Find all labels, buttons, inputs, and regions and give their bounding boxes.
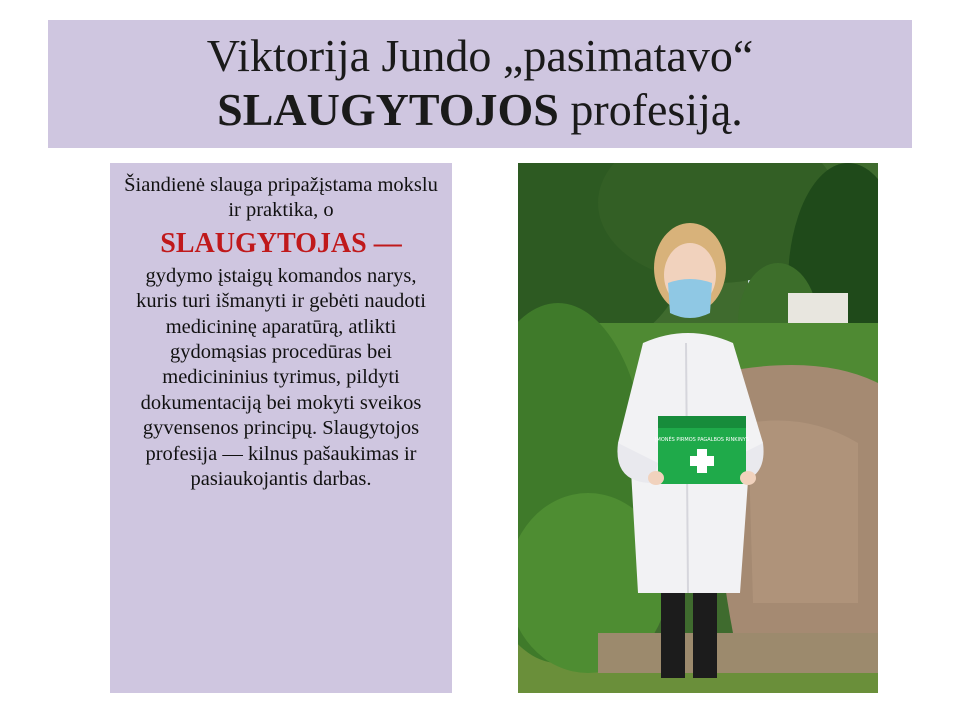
slide-title-line2: [217, 82, 743, 138]
nurse-photo: [518, 163, 878, 693]
description-box: [110, 163, 452, 693]
kit-label: ĮMONĖS PIRMOS PAGALBOS RINKINYS: [655, 437, 749, 443]
slide-title-rest: profesiją.: [558, 84, 743, 135]
slide-title-bold-word: SLAUGYTOJOS: [217, 84, 559, 135]
description-highlight: SLAUGYTOJAS —: [160, 227, 402, 259]
title-banner: [48, 20, 912, 148]
description-intro: Šiandienė slauga pripažįstama mokslu ir praktika, o: [124, 174, 438, 222]
description-body: gydymo įstaigų komandos narys, kuris turi išmanyti ir gebėti naudoti medicininę aparatūrą, atlikti gydomąsias procedūras bei medicininius tyrimus, pildyti dokumentaciją bei mokyti sveikos gyvensenos principų. Slaugytojos profesija — kilnus pašaukimas ir pasiaukojantis darbas.: [136, 264, 426, 491]
slide-title-line1: Viktorija Jundo „pasimatavo“: [206, 30, 754, 81]
